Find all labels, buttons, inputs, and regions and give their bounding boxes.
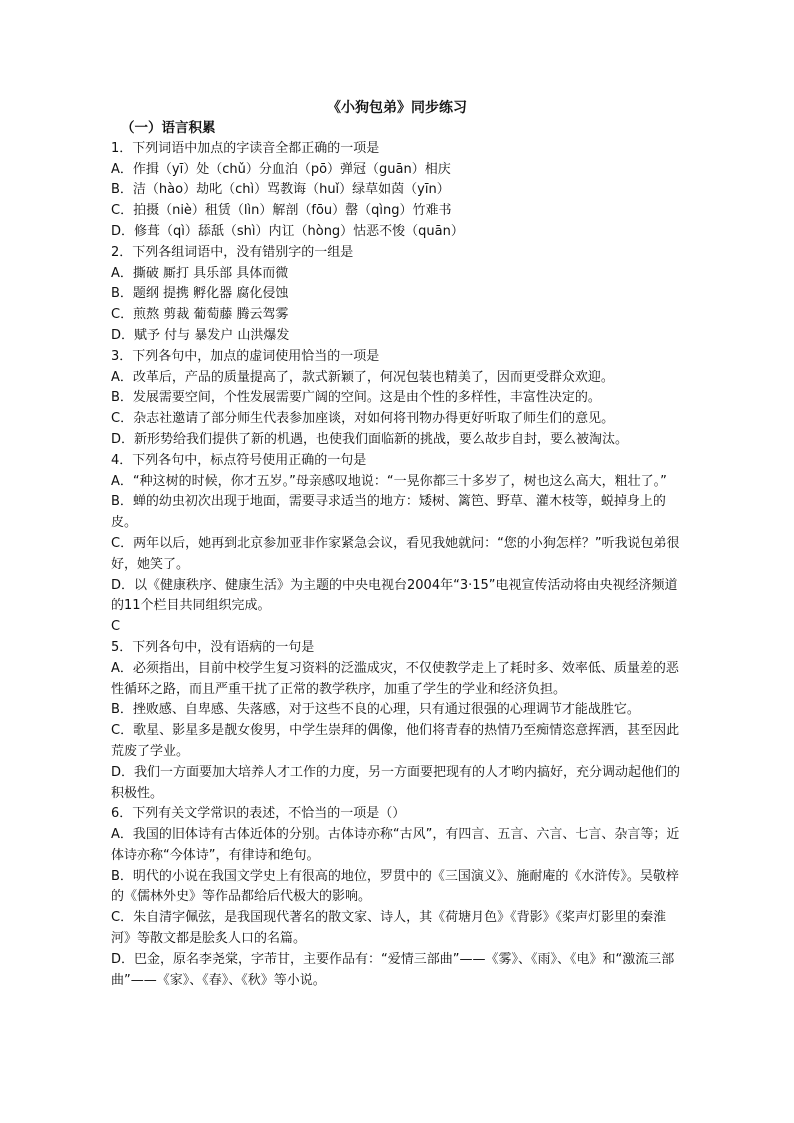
text-line: A．作揖（yī）处（chǔ）分血泊（pō）弹冠（guān）相庆 — [111, 161, 451, 177]
document-title: 《小狗包弟》同步练习 — [327, 100, 467, 116]
text-line: B．洁（hào）劫叱（chì）骂教诲（huǐ）绿草如茵（yīn） — [111, 182, 450, 198]
section-heading: （一）语言积累 — [121, 120, 216, 136]
text-line: D．新形势给我们提供了新的机遇，也使我们面临新的挑战，要么故步自封，要么被淘汰。 — [111, 431, 629, 447]
document-body — [111, 118, 683, 991]
text-line: B．题纲 提携 孵化器 腐化侵蚀 — [111, 286, 289, 302]
text-line: 1．下列词语中加点的字读音全都正确的一项是 — [111, 140, 380, 156]
text-line: B．蝉的幼虫初次出现于地面，需要寻求适当的地方：矮树、篱笆、野草、灌木枝等，蜕掉身上的皮。 — [111, 494, 666, 531]
text-line: 4．下列各句中，标点符号使用正确的一句是 — [111, 452, 367, 468]
text-line: 2．下列各组词语中，没有错别字的一组是 — [111, 244, 354, 260]
text-line: C．杂志社邀请了部分师生代表参加座谈，对如何将刊物办得更好听取了师生们的意见。 — [111, 411, 615, 427]
text-line: C．两年以后，她再到北京参加亚非作家紧急会议，看见我她就问：“您的小狗怎样？”听我说包弟很好，她笑了。 — [111, 535, 680, 572]
text-line: C．拍摄（niè）租赁（lìn）解剖（fōu）罄（qìng）竹难书 — [111, 203, 452, 219]
text-line: B．明代的小说在我国文学史上有很高的地位，罗贯中的《三国演义》、施耐庵的《水浒传》。吴敬梓的《儒林外史》等作品都给后代极大的影响。 — [111, 868, 679, 905]
text-line: A．我国的旧体诗有古体近体的分别。古体诗亦称“古风”，有四言、五言、六言、七言、杂言等；近体诗亦称“今体诗”，有律诗和绝句。 — [111, 827, 680, 863]
text-line: C．歌星、影星多是靓女俊男，中学生崇拜的偶像，他们将青春的热情乃至痴情恣意挥洒，甚至因此荒废了学业。 — [111, 723, 680, 759]
text-line: A．必须指出，目前中校学生复习资料的泛滥成灾，不仅使教学走上了耗时多、效率低、质量差的恶性循环之路，而且严重干扰了正常的教学秩序，加重了学生的学业和经济负担。 — [111, 660, 679, 697]
text-line: A．撕破 厮打 具乐部 具体而微 — [111, 265, 289, 281]
text-line: 3．下列各句中，加点的虚词使用恰当的一项是 — [111, 348, 380, 364]
text-line: A．“种这树的时候，你才五岁。”母亲感叹地说：“一晃你都三十多岁了，树也这么高大，粗壮了。” — [111, 473, 667, 489]
text-line: D．我们一方面要加大培养人才工作的力度，另一方面要把现有的人才哟内搞好，充分调动起他们的积极性。 — [111, 764, 681, 801]
text-line: 6．下列有关文学常识的表述，不恰当的一项是（） — [111, 806, 406, 822]
text-line: D．以《健康秩序、健康生活》为主题的中央电视台2004年“3·15”电视宣传活动将由央视经济频道的11个栏目共同组织完成。 — [111, 577, 678, 614]
answer-line: C — [111, 619, 121, 635]
text-line: C．煎熬 剪裁 葡萄藤 腾云驾雾 — [111, 307, 289, 323]
text-line: D．赋予 付与 暴发户 山洪爆发 — [111, 327, 290, 343]
text-line: C．朱自清字佩弦，是我国现代著名的散文家、诗人，其《荷塘月色》《背影》《桨声灯影里的秦淮河》等散文都是脍炙人口的名篇。 — [111, 910, 667, 947]
text-line: B．发展需要空间，个性发展需要广阔的空间。这是由个性的多样性，丰富性决定的。 — [111, 390, 601, 406]
text-line: B．挫败感、自卑感、失落感，对于这些不良的心理，只有通过很强的心理调节才能战胜它。 — [111, 702, 640, 718]
text-line: D．修葺（qì）舔舐（shì）内讧（hòng）怙恶不悛（quān） — [111, 223, 464, 239]
text-line: 5．下列各句中，没有语病的一句是 — [111, 639, 315, 655]
text-line: D．巴金，原名李尧棠，字芾甘，主要作品有：“爱情三部曲”——《雾》、《雨》、《电》和“激流三部曲”——《家》、《春》、《秋》等小说。 — [111, 951, 675, 988]
text-line: A．改革后，产品的质量提高了，款式新颖了，何况包装也精美了，因而更受群众欢迎。 — [111, 369, 614, 385]
